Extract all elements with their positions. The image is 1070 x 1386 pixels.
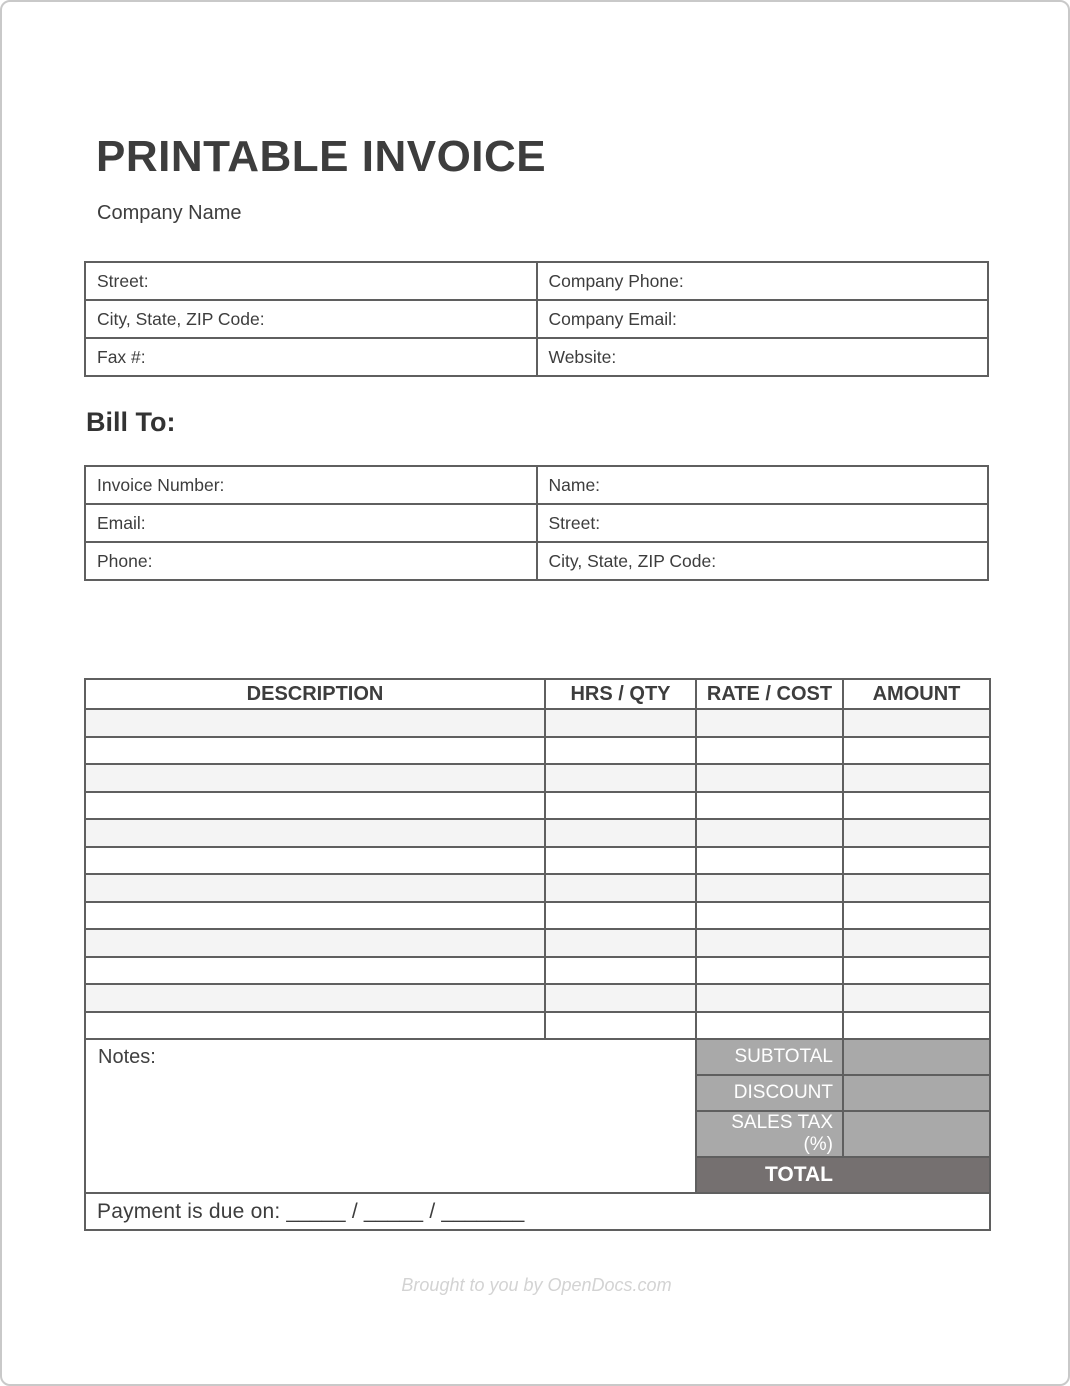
notes-label: Notes:: [98, 1046, 156, 1068]
item-cell: [843, 709, 990, 737]
col-header-hrs-qty: HRS / QTY: [545, 679, 696, 709]
table-row: [85, 542, 988, 580]
item-row: [85, 709, 990, 737]
item-cell: [545, 1012, 696, 1040]
field-city-state-zip: City, State, ZIP Code:: [85, 300, 537, 338]
item-cell: [545, 764, 696, 792]
discount-value: [843, 1075, 990, 1111]
item-cell: [696, 792, 843, 820]
subtotal-row: [85, 1039, 990, 1075]
item-cell: [696, 709, 843, 737]
item-cell: [696, 902, 843, 930]
item-cell: [843, 764, 990, 792]
payment-due-text: Payment is due on: _____ / _____ / _______: [85, 1193, 990, 1230]
field-fax: Fax #:: [85, 338, 537, 376]
table-row: [85, 300, 988, 338]
field-invoice-number: Invoice Number:: [85, 466, 537, 504]
item-cell: [696, 764, 843, 792]
item-cell: [843, 874, 990, 902]
notes-cell: [85, 1039, 696, 1193]
item-cell: [545, 792, 696, 820]
item-cell: [85, 847, 545, 875]
field-bill-phone: Phone:: [85, 542, 537, 580]
item-cell: [545, 819, 696, 847]
item-cell: [545, 984, 696, 1012]
item-cell: [696, 819, 843, 847]
bill-to-heading: Bill To:: [86, 407, 176, 437]
item-cell: [843, 957, 990, 985]
item-cell: [696, 737, 843, 765]
item-cell: [843, 929, 990, 957]
items-header-row: [85, 679, 990, 709]
item-cell: [545, 957, 696, 985]
col-header-description: DESCRIPTION: [85, 679, 545, 709]
item-cell: [85, 957, 545, 985]
table-row: [85, 262, 988, 300]
company-info-table: [84, 261, 989, 377]
col-header-amount: AMOUNT: [843, 679, 990, 709]
payment-row: [85, 1193, 990, 1230]
field-bill-name: Name:: [537, 466, 989, 504]
col-header-rate-cost: RATE / COST: [696, 679, 843, 709]
item-cell: [545, 874, 696, 902]
item-cell: [843, 847, 990, 875]
item-cell: [545, 902, 696, 930]
total-value: [843, 1157, 990, 1193]
item-cell: [85, 737, 545, 765]
item-row: [85, 792, 990, 820]
item-cell: [85, 1012, 545, 1040]
item-cell: [545, 709, 696, 737]
sales-tax-label: SALES TAX (%): [696, 1111, 843, 1157]
table-row: [85, 466, 988, 504]
item-row: [85, 929, 990, 957]
item-cell: [85, 764, 545, 792]
subtotal-value: [843, 1039, 990, 1075]
field-bill-email: Email:: [85, 504, 537, 542]
item-cell: [843, 1012, 990, 1040]
field-bill-street: Street:: [537, 504, 989, 542]
field-bill-city-state-zip: City, State, ZIP Code:: [537, 542, 989, 580]
subtotal-label: SUBTOTAL: [696, 1039, 843, 1075]
item-cell: [696, 1012, 843, 1040]
totals-section: [85, 1039, 990, 1230]
item-cell: [85, 792, 545, 820]
field-company-phone: Company Phone:: [537, 262, 989, 300]
item-cell: [696, 957, 843, 985]
item-row: [85, 902, 990, 930]
footer-credit: Brought to you by OpenDocs.com: [401, 1275, 672, 1295]
field-street: Street:: [85, 262, 537, 300]
item-cell: [843, 737, 990, 765]
item-cell: [696, 874, 843, 902]
company-name-label: Company Name: [97, 202, 242, 224]
discount-label: DISCOUNT: [696, 1075, 843, 1111]
item-row: [85, 874, 990, 902]
item-row: [85, 957, 990, 985]
item-row: [85, 847, 990, 875]
item-cell: [545, 737, 696, 765]
item-cell: [85, 874, 545, 902]
item-cell: [545, 847, 696, 875]
page-title: PRINTABLE INVOICE: [96, 132, 547, 181]
item-cell: [696, 847, 843, 875]
item-cell: [696, 929, 843, 957]
table-row: [85, 504, 988, 542]
item-cell: [85, 902, 545, 930]
total-label: TOTAL: [696, 1157, 843, 1193]
item-row: [85, 1012, 990, 1040]
item-cell: [545, 929, 696, 957]
item-cell: [843, 792, 990, 820]
field-company-email: Company Email:: [537, 300, 989, 338]
bill-to-table: [84, 465, 989, 581]
items-table: [84, 678, 991, 1231]
table-row: [85, 338, 988, 376]
sales-tax-value: [843, 1111, 990, 1157]
item-cell: [696, 984, 843, 1012]
item-rows: [85, 709, 990, 1039]
item-cell: [843, 984, 990, 1012]
field-website: Website:: [537, 338, 989, 376]
item-cell: [85, 984, 545, 1012]
item-row: [85, 737, 990, 765]
item-row: [85, 984, 990, 1012]
invoice-content: [84, 132, 989, 1296]
item-cell: [843, 902, 990, 930]
item-row: [85, 764, 990, 792]
item-cell: [85, 929, 545, 957]
item-cell: [85, 709, 545, 737]
item-cell: [843, 819, 990, 847]
item-row: [85, 819, 990, 847]
item-cell: [85, 819, 545, 847]
